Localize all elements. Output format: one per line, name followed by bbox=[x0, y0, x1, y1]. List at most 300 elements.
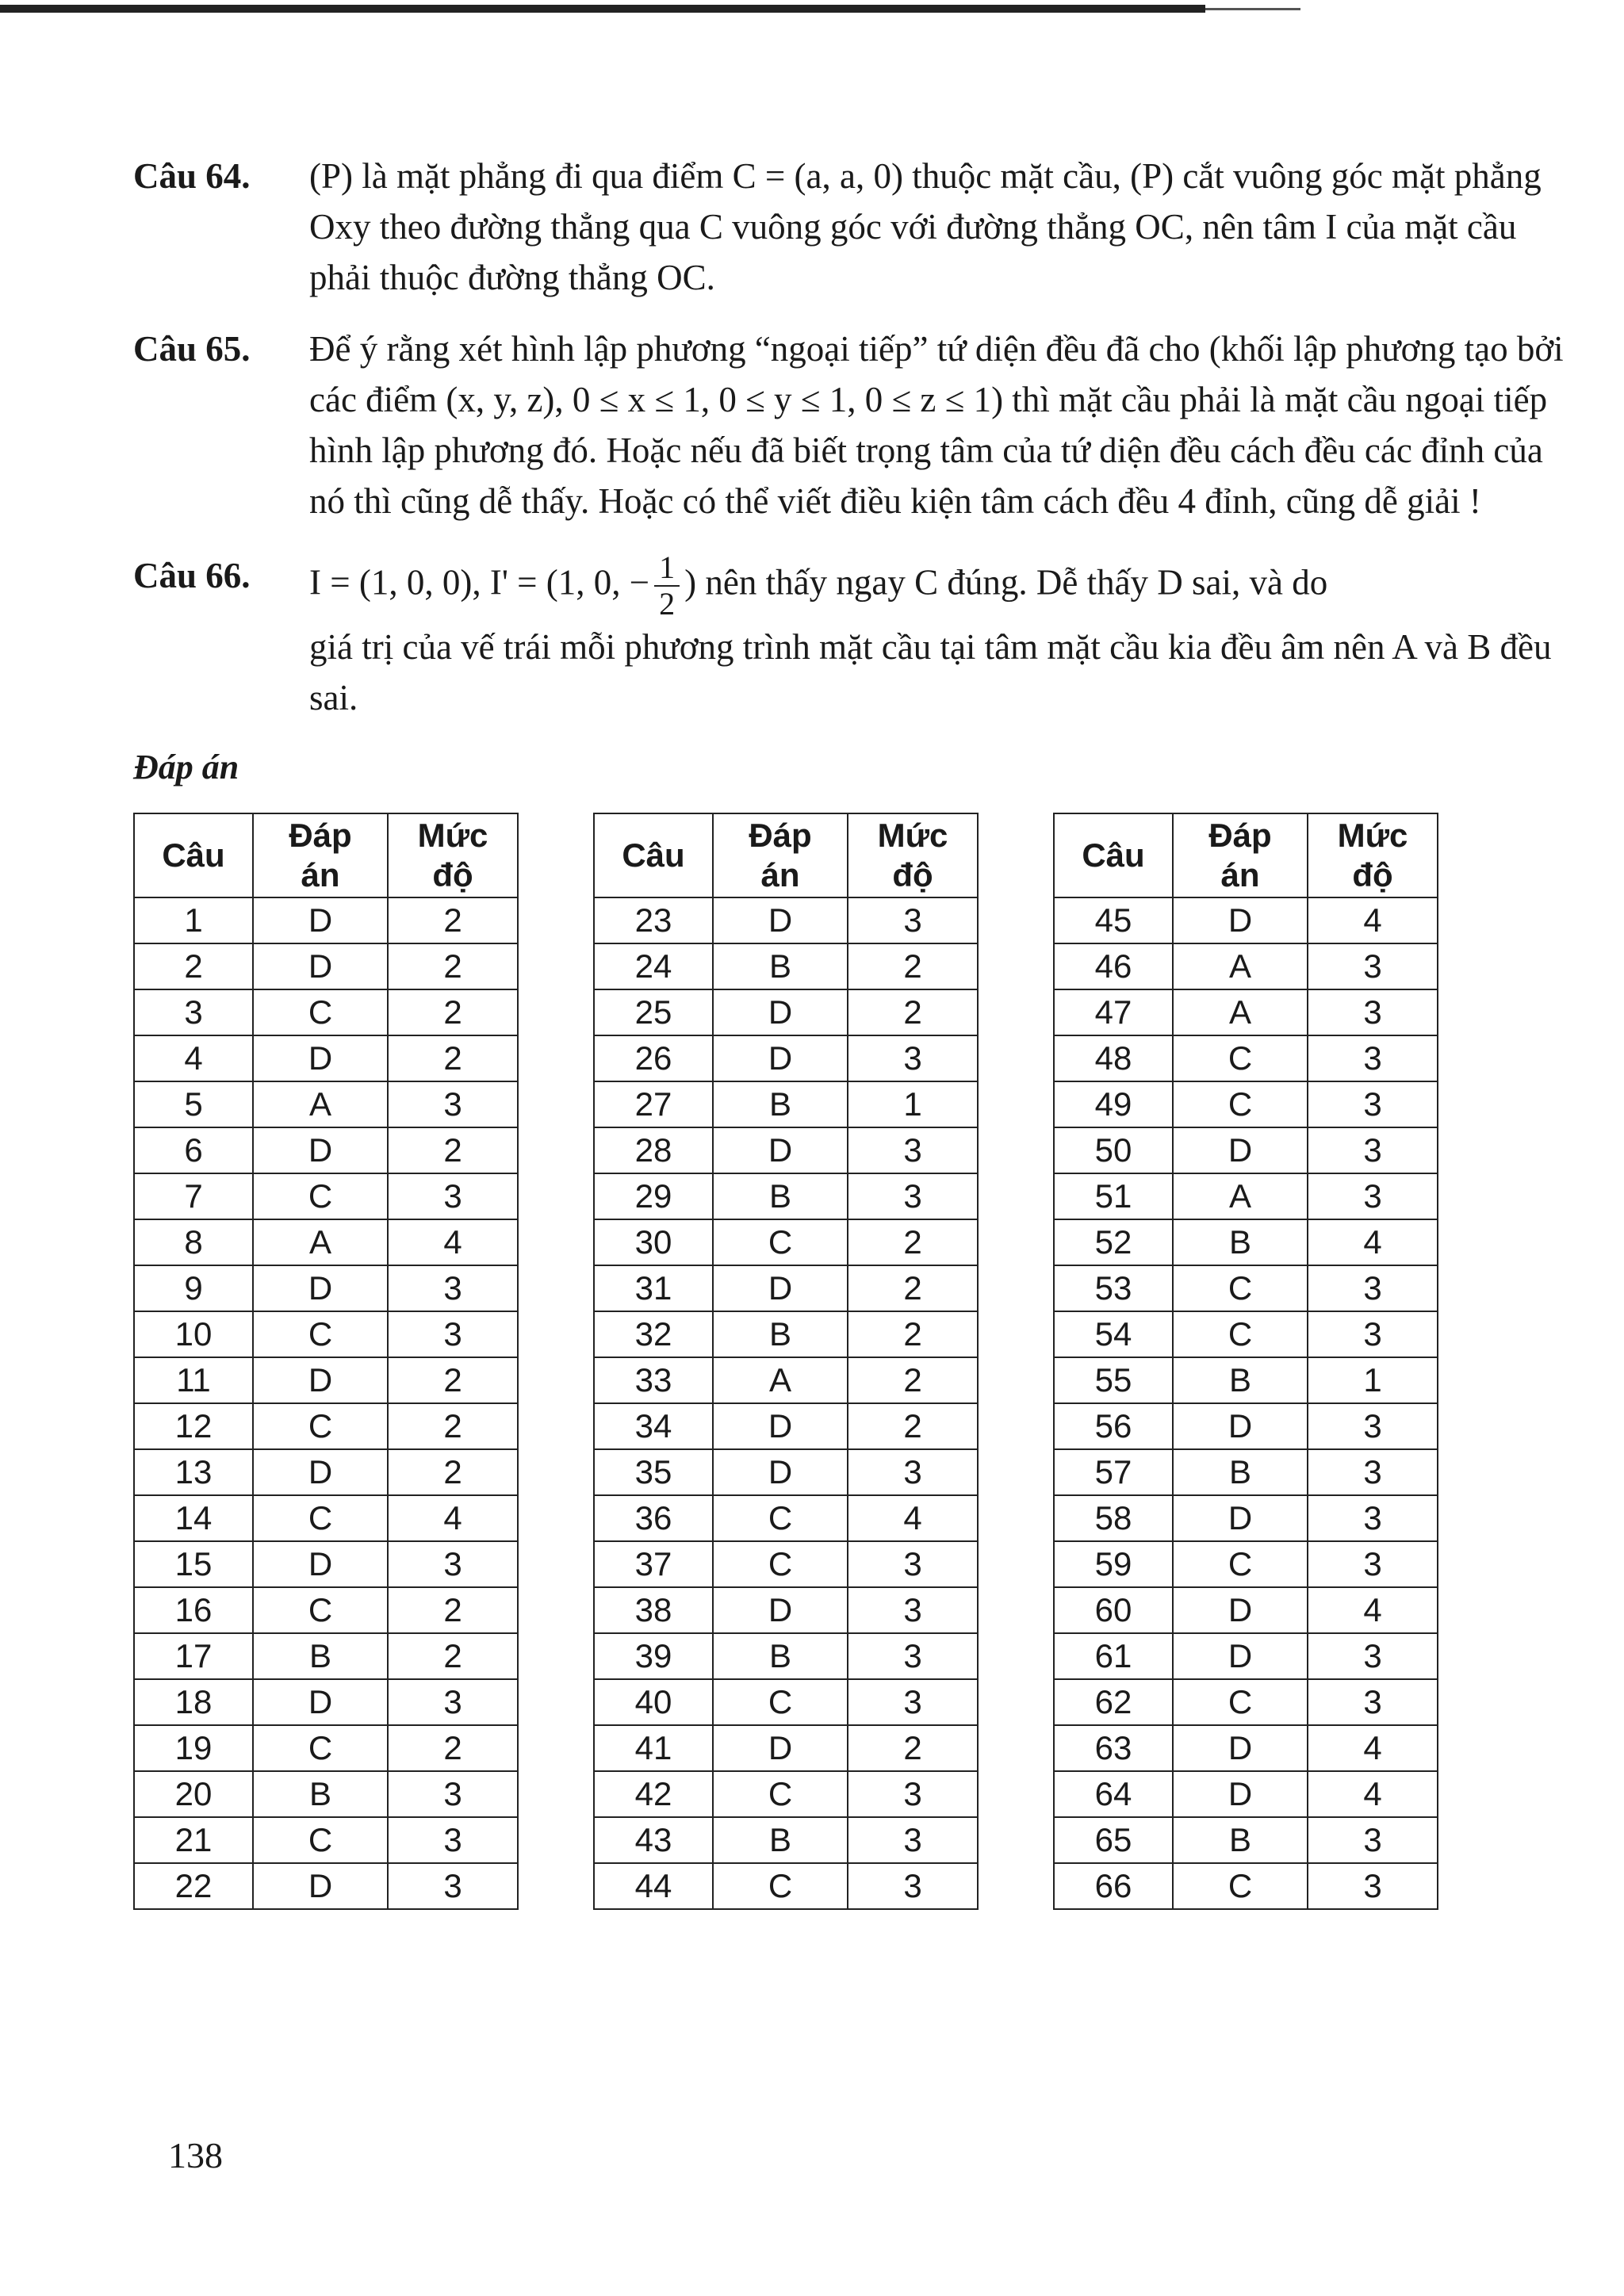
question-66 bbox=[133, 550, 1584, 723]
cell-question: 62 bbox=[1054, 1679, 1173, 1725]
cell-level: 4 bbox=[1308, 897, 1438, 943]
cell-question: 25 bbox=[594, 989, 713, 1035]
cell-level: 2 bbox=[848, 1403, 978, 1449]
cell-level: 2 bbox=[388, 1633, 518, 1679]
cell-answer: D bbox=[253, 1265, 388, 1311]
table-row bbox=[1054, 1127, 1438, 1173]
header-answer bbox=[1173, 813, 1308, 897]
table-row bbox=[134, 1265, 518, 1311]
table-row bbox=[134, 943, 518, 989]
fraction-numerator: 1 bbox=[654, 550, 680, 587]
cell-question: 47 bbox=[1054, 989, 1173, 1035]
table-row bbox=[594, 1265, 978, 1311]
cell-level: 2 bbox=[848, 1311, 978, 1357]
table-row bbox=[1054, 989, 1438, 1035]
cell-level: 4 bbox=[1308, 1219, 1438, 1265]
table-body bbox=[134, 897, 518, 1909]
cell-question: 26 bbox=[594, 1035, 713, 1081]
cell-level: 3 bbox=[848, 1679, 978, 1725]
header-answer-line2: án bbox=[301, 856, 340, 894]
table-row bbox=[594, 1173, 978, 1219]
cell-question: 20 bbox=[134, 1771, 253, 1817]
cell-answer: D bbox=[1173, 897, 1308, 943]
question-64 bbox=[133, 151, 1584, 303]
cell-answer: B bbox=[713, 943, 848, 989]
cell-level: 2 bbox=[848, 1357, 978, 1403]
cell-question: 54 bbox=[1054, 1311, 1173, 1357]
header-answer-line1: Đáp bbox=[1208, 817, 1272, 854]
cell-level: 3 bbox=[1308, 1035, 1438, 1081]
cell-question: 14 bbox=[134, 1495, 253, 1541]
cell-answer: D bbox=[1173, 1633, 1308, 1679]
cell-question: 39 bbox=[594, 1633, 713, 1679]
table-row bbox=[134, 1863, 518, 1909]
cell-level: 3 bbox=[388, 1863, 518, 1909]
cell-level: 3 bbox=[848, 1863, 978, 1909]
cell-answer: D bbox=[1173, 1725, 1308, 1771]
table-row bbox=[134, 1449, 518, 1495]
cell-question: 50 bbox=[1054, 1127, 1173, 1173]
cell-question: 32 bbox=[594, 1311, 713, 1357]
cell-answer: B bbox=[713, 1173, 848, 1219]
cell-level: 3 bbox=[388, 1771, 518, 1817]
cell-answer: C bbox=[713, 1541, 848, 1587]
cell-level: 3 bbox=[1308, 1863, 1438, 1909]
cell-question: 2 bbox=[134, 943, 253, 989]
cell-level: 2 bbox=[848, 989, 978, 1035]
cell-answer: D bbox=[1173, 1587, 1308, 1633]
cell-question: 53 bbox=[1054, 1265, 1173, 1311]
header-answer-line1: Đáp bbox=[289, 817, 352, 854]
table-row bbox=[594, 943, 978, 989]
cell-answer: D bbox=[713, 1403, 848, 1449]
cell-question: 55 bbox=[1054, 1357, 1173, 1403]
header-question: Câu bbox=[1054, 813, 1173, 897]
header-level bbox=[1308, 813, 1438, 897]
cell-answer: C bbox=[1173, 1265, 1308, 1311]
table-row bbox=[594, 1587, 978, 1633]
cell-answer: A bbox=[253, 1219, 388, 1265]
cell-level: 3 bbox=[1308, 1679, 1438, 1725]
table-row bbox=[594, 1449, 978, 1495]
header-level-line2: độ bbox=[892, 856, 933, 894]
cell-level: 3 bbox=[848, 1771, 978, 1817]
cell-level: 3 bbox=[388, 1817, 518, 1863]
table-row bbox=[134, 1817, 518, 1863]
cell-question: 19 bbox=[134, 1725, 253, 1771]
cell-level: 3 bbox=[848, 1449, 978, 1495]
cell-level: 3 bbox=[388, 1265, 518, 1311]
header-level-line2: độ bbox=[1352, 856, 1393, 894]
table-header-row bbox=[134, 813, 518, 897]
cell-answer: A bbox=[1173, 943, 1308, 989]
cell-question: 10 bbox=[134, 1311, 253, 1357]
table-row bbox=[594, 1541, 978, 1587]
table-row bbox=[594, 1495, 978, 1541]
cell-level: 2 bbox=[388, 1403, 518, 1449]
table-row bbox=[1054, 897, 1438, 943]
cell-level: 2 bbox=[848, 1265, 978, 1311]
cell-level: 3 bbox=[848, 1035, 978, 1081]
header-level-line1: Mức bbox=[1337, 817, 1408, 854]
table-body bbox=[1054, 897, 1438, 1909]
cell-question: 45 bbox=[1054, 897, 1173, 943]
cell-question: 34 bbox=[594, 1403, 713, 1449]
cell-answer: D bbox=[713, 1035, 848, 1081]
header-answer bbox=[253, 813, 388, 897]
header-level-line2: độ bbox=[432, 856, 473, 894]
cell-question: 31 bbox=[594, 1265, 713, 1311]
cell-question: 60 bbox=[1054, 1587, 1173, 1633]
cell-answer: D bbox=[713, 1265, 848, 1311]
top-rule-tail bbox=[1205, 8, 1300, 10]
table-row bbox=[594, 1357, 978, 1403]
cell-level: 3 bbox=[1308, 1541, 1438, 1587]
cell-answer: C bbox=[1173, 1311, 1308, 1357]
cell-answer: C bbox=[1173, 1035, 1308, 1081]
table-row bbox=[1054, 1863, 1438, 1909]
cell-level: 3 bbox=[848, 1817, 978, 1863]
cell-level: 4 bbox=[848, 1495, 978, 1541]
cell-answer: D bbox=[1173, 1127, 1308, 1173]
cell-level: 3 bbox=[388, 1173, 518, 1219]
cell-question: 23 bbox=[594, 897, 713, 943]
table-row bbox=[134, 1587, 518, 1633]
table-row bbox=[1054, 1035, 1438, 1081]
cell-answer: B bbox=[1173, 1449, 1308, 1495]
cell-answer: C bbox=[253, 1311, 388, 1357]
cell-question: 30 bbox=[594, 1219, 713, 1265]
cell-question: 33 bbox=[594, 1357, 713, 1403]
cell-question: 64 bbox=[1054, 1771, 1173, 1817]
cell-level: 3 bbox=[848, 1633, 978, 1679]
cell-answer: D bbox=[713, 1587, 848, 1633]
cell-answer: D bbox=[253, 1863, 388, 1909]
cell-level: 3 bbox=[1308, 1403, 1438, 1449]
cell-question: 52 bbox=[1054, 1219, 1173, 1265]
cell-answer: D bbox=[253, 1449, 388, 1495]
cell-level: 4 bbox=[1308, 1587, 1438, 1633]
cell-answer: B bbox=[713, 1817, 848, 1863]
table-row bbox=[134, 1725, 518, 1771]
question-label: Câu 64. bbox=[133, 156, 251, 196]
cell-question: 21 bbox=[134, 1817, 253, 1863]
cell-answer: A bbox=[253, 1081, 388, 1127]
question-text: (P) là mặt phẳng đi qua điểm C = (a, a, 0) thuộc mặt cầu, (P) cắt vuông góc mặt phẳng Oxy theo đường thẳng qua C vuông góc với đường thẳng OC, nên tâm I của mặt cầu phải thuộc đường thẳng OC. bbox=[309, 156, 1542, 297]
cell-answer: B bbox=[1173, 1817, 1308, 1863]
table-row bbox=[1054, 1771, 1438, 1817]
cell-answer: C bbox=[713, 1771, 848, 1817]
cell-level: 3 bbox=[848, 1173, 978, 1219]
table-row bbox=[134, 1311, 518, 1357]
cell-answer: C bbox=[253, 989, 388, 1035]
header-question: Câu bbox=[134, 813, 253, 897]
cell-answer: C bbox=[1173, 1541, 1308, 1587]
cell-question: 59 bbox=[1054, 1541, 1173, 1587]
cell-level: 3 bbox=[1308, 989, 1438, 1035]
table-row bbox=[1054, 943, 1438, 989]
question-text: Để ý rằng xét hình lập phương “ngoại tiếp” tứ diện đều đã cho (khối lập phương tạo bởi các điểm (x, y, z), 0 ≤ x ≤ 1, 0 ≤ y ≤ 1, 0 ≤ z ≤ 1) thì mặt cầu phải là mặt cầu ngoại tiếp hình lập phương đó. Hoặc nếu đã biết trọng tâm của tứ diện đều cách đều các đỉnh của nó thì cũng dễ thấy. Hoặc có thể viết điều kiện tâm cách đều 4 đỉnh, cũng dễ giải ! bbox=[309, 329, 1564, 521]
cell-question: 57 bbox=[1054, 1449, 1173, 1495]
cell-answer: C bbox=[713, 1863, 848, 1909]
cell-answer: B bbox=[253, 1771, 388, 1817]
cell-question: 6 bbox=[134, 1127, 253, 1173]
cell-level: 2 bbox=[388, 1035, 518, 1081]
cell-question: 41 bbox=[594, 1725, 713, 1771]
formula-start: I = (1, 0, 0), I' = (1, 0, − bbox=[309, 562, 650, 603]
cell-level: 3 bbox=[1308, 1127, 1438, 1173]
cell-level: 2 bbox=[388, 1357, 518, 1403]
cell-answer: D bbox=[253, 1127, 388, 1173]
cell-level: 2 bbox=[848, 1219, 978, 1265]
cell-answer: C bbox=[253, 1495, 388, 1541]
table-row bbox=[1054, 1633, 1438, 1679]
cell-level: 3 bbox=[1308, 1495, 1438, 1541]
cell-level: 2 bbox=[848, 1725, 978, 1771]
answer-table-1 bbox=[133, 813, 519, 1910]
table-row bbox=[1054, 1311, 1438, 1357]
cell-question: 49 bbox=[1054, 1081, 1173, 1127]
cell-question: 42 bbox=[594, 1771, 713, 1817]
cell-level: 3 bbox=[388, 1081, 518, 1127]
table-row bbox=[134, 1403, 518, 1449]
cell-question: 8 bbox=[134, 1219, 253, 1265]
cell-answer: B bbox=[713, 1081, 848, 1127]
cell-level: 2 bbox=[388, 1127, 518, 1173]
cell-question: 36 bbox=[594, 1495, 713, 1541]
table-row bbox=[1054, 1495, 1438, 1541]
cell-question: 65 bbox=[1054, 1817, 1173, 1863]
cell-answer: D bbox=[713, 1449, 848, 1495]
table-row bbox=[134, 989, 518, 1035]
table-row bbox=[134, 1173, 518, 1219]
table-row bbox=[594, 1219, 978, 1265]
cell-level: 3 bbox=[1308, 1633, 1438, 1679]
table-row bbox=[134, 1679, 518, 1725]
table-row bbox=[1054, 1403, 1438, 1449]
answer-table-2 bbox=[593, 813, 979, 1910]
table-row bbox=[594, 1035, 978, 1081]
cell-question: 3 bbox=[134, 989, 253, 1035]
cell-question: 35 bbox=[594, 1449, 713, 1495]
header-level bbox=[388, 813, 518, 897]
table-row bbox=[134, 1495, 518, 1541]
question-body bbox=[309, 550, 1584, 723]
cell-question: 28 bbox=[594, 1127, 713, 1173]
cell-level: 2 bbox=[388, 897, 518, 943]
answer-table-3 bbox=[1053, 813, 1438, 1910]
cell-answer: B bbox=[713, 1311, 848, 1357]
cell-answer: D bbox=[1173, 1495, 1308, 1541]
fraction-denominator: 2 bbox=[659, 586, 676, 622]
table-row bbox=[1054, 1817, 1438, 1863]
fraction bbox=[654, 550, 680, 622]
formula-end: ) nên thấy ngay C đúng. Dễ thấy D sai, và do bbox=[684, 562, 1328, 603]
table-row bbox=[134, 1541, 518, 1587]
answer-tables bbox=[133, 813, 1584, 1910]
header-answer-line1: Đáp bbox=[749, 817, 812, 854]
cell-answer: B bbox=[1173, 1219, 1308, 1265]
cell-question: 40 bbox=[594, 1679, 713, 1725]
table-row bbox=[594, 1633, 978, 1679]
question-text: giá trị của vế trái mỗi phương trình mặt cầu tại tâm mặt cầu kia đều âm nên A và B đều sai. bbox=[309, 627, 1552, 718]
cell-answer: C bbox=[253, 1587, 388, 1633]
cell-question: 58 bbox=[1054, 1495, 1173, 1541]
header-answer-line2: án bbox=[1220, 856, 1260, 894]
cell-question: 11 bbox=[134, 1357, 253, 1403]
cell-answer: D bbox=[253, 1035, 388, 1081]
cell-level: 3 bbox=[388, 1679, 518, 1725]
table-row bbox=[1054, 1265, 1438, 1311]
table-row bbox=[594, 1771, 978, 1817]
cell-question: 17 bbox=[134, 1633, 253, 1679]
table-row bbox=[594, 1863, 978, 1909]
cell-level: 3 bbox=[1308, 1173, 1438, 1219]
table-row bbox=[594, 1311, 978, 1357]
cell-level: 3 bbox=[848, 897, 978, 943]
cell-level: 2 bbox=[388, 1725, 518, 1771]
table-row bbox=[134, 1219, 518, 1265]
header-level-line1: Mức bbox=[417, 817, 488, 854]
cell-answer: A bbox=[1173, 989, 1308, 1035]
table-row bbox=[1054, 1173, 1438, 1219]
cell-level: 4 bbox=[1308, 1725, 1438, 1771]
table-row bbox=[1054, 1449, 1438, 1495]
cell-question: 22 bbox=[134, 1863, 253, 1909]
cell-question: 61 bbox=[1054, 1633, 1173, 1679]
question-label: Câu 65. bbox=[133, 329, 251, 369]
cell-level: 3 bbox=[1308, 1817, 1438, 1863]
cell-question: 4 bbox=[134, 1035, 253, 1081]
cell-level: 3 bbox=[1308, 1265, 1438, 1311]
cell-answer: D bbox=[253, 1357, 388, 1403]
table-row bbox=[594, 989, 978, 1035]
table-row bbox=[594, 1817, 978, 1863]
cell-answer: C bbox=[253, 1817, 388, 1863]
cell-level: 3 bbox=[848, 1541, 978, 1587]
cell-level: 4 bbox=[388, 1219, 518, 1265]
header-level-line1: Mức bbox=[877, 817, 948, 854]
cell-level: 2 bbox=[388, 989, 518, 1035]
cell-level: 3 bbox=[388, 1311, 518, 1357]
cell-answer: B bbox=[1173, 1357, 1308, 1403]
cell-question: 16 bbox=[134, 1587, 253, 1633]
cell-question: 18 bbox=[134, 1679, 253, 1725]
cell-answer: D bbox=[713, 1127, 848, 1173]
cell-level: 2 bbox=[848, 943, 978, 989]
question-label: Câu 66. bbox=[133, 556, 251, 595]
page-content bbox=[133, 151, 1584, 1910]
table-row bbox=[1054, 1725, 1438, 1771]
cell-answer: B bbox=[253, 1633, 388, 1679]
cell-question: 44 bbox=[594, 1863, 713, 1909]
cell-answer: D bbox=[253, 897, 388, 943]
cell-question: 29 bbox=[594, 1173, 713, 1219]
header-answer bbox=[713, 813, 848, 897]
cell-question: 51 bbox=[1054, 1173, 1173, 1219]
table-row bbox=[1054, 1081, 1438, 1127]
table-row bbox=[134, 1357, 518, 1403]
header-answer-line2: án bbox=[760, 856, 800, 894]
cell-answer: D bbox=[713, 897, 848, 943]
table-row bbox=[594, 1679, 978, 1725]
cell-level: 1 bbox=[848, 1081, 978, 1127]
top-rule bbox=[0, 5, 1205, 13]
table-row bbox=[594, 1725, 978, 1771]
cell-question: 24 bbox=[594, 943, 713, 989]
cell-level: 2 bbox=[388, 943, 518, 989]
question-65 bbox=[133, 323, 1584, 526]
table-row bbox=[134, 1127, 518, 1173]
cell-level: 1 bbox=[1308, 1357, 1438, 1403]
cell-answer: D bbox=[1173, 1771, 1308, 1817]
cell-question: 37 bbox=[594, 1541, 713, 1587]
cell-answer: C bbox=[253, 1403, 388, 1449]
cell-question: 1 bbox=[134, 897, 253, 943]
cell-question: 15 bbox=[134, 1541, 253, 1587]
cell-answer: D bbox=[713, 1725, 848, 1771]
cell-answer: B bbox=[713, 1633, 848, 1679]
cell-level: 3 bbox=[848, 1127, 978, 1173]
table-row bbox=[594, 1081, 978, 1127]
cell-level: 2 bbox=[388, 1587, 518, 1633]
cell-answer: C bbox=[713, 1495, 848, 1541]
cell-level: 3 bbox=[388, 1541, 518, 1587]
formula-line bbox=[309, 550, 1584, 622]
cell-answer: D bbox=[253, 943, 388, 989]
table-row bbox=[594, 897, 978, 943]
cell-level: 3 bbox=[1308, 1311, 1438, 1357]
table-header-row bbox=[594, 813, 978, 897]
cell-question: 5 bbox=[134, 1081, 253, 1127]
cell-question: 12 bbox=[134, 1403, 253, 1449]
cell-question: 46 bbox=[1054, 943, 1173, 989]
cell-question: 56 bbox=[1054, 1403, 1173, 1449]
table-row bbox=[134, 1081, 518, 1127]
cell-question: 48 bbox=[1054, 1035, 1173, 1081]
table-row bbox=[594, 1403, 978, 1449]
cell-answer: A bbox=[713, 1357, 848, 1403]
cell-question: 66 bbox=[1054, 1863, 1173, 1909]
table-row bbox=[1054, 1587, 1438, 1633]
table-row bbox=[1054, 1679, 1438, 1725]
cell-level: 3 bbox=[1308, 943, 1438, 989]
cell-answer: D bbox=[253, 1679, 388, 1725]
cell-level: 2 bbox=[388, 1449, 518, 1495]
table-row bbox=[1054, 1219, 1438, 1265]
cell-question: 27 bbox=[594, 1081, 713, 1127]
cell-question: 38 bbox=[594, 1587, 713, 1633]
cell-question: 63 bbox=[1054, 1725, 1173, 1771]
header-level bbox=[848, 813, 978, 897]
cell-question: 9 bbox=[134, 1265, 253, 1311]
cell-answer: C bbox=[253, 1725, 388, 1771]
answers-heading: Đáp án bbox=[133, 748, 239, 786]
cell-answer: C bbox=[713, 1679, 848, 1725]
cell-question: 7 bbox=[134, 1173, 253, 1219]
cell-answer: D bbox=[1173, 1403, 1308, 1449]
cell-answer: D bbox=[253, 1541, 388, 1587]
table-row bbox=[1054, 1541, 1438, 1587]
cell-answer: C bbox=[1173, 1863, 1308, 1909]
cell-question: 43 bbox=[594, 1817, 713, 1863]
cell-level: 3 bbox=[1308, 1081, 1438, 1127]
cell-answer: A bbox=[1173, 1173, 1308, 1219]
table-row bbox=[594, 1127, 978, 1173]
cell-answer: C bbox=[253, 1173, 388, 1219]
cell-level: 4 bbox=[1308, 1771, 1438, 1817]
table-row bbox=[134, 1771, 518, 1817]
